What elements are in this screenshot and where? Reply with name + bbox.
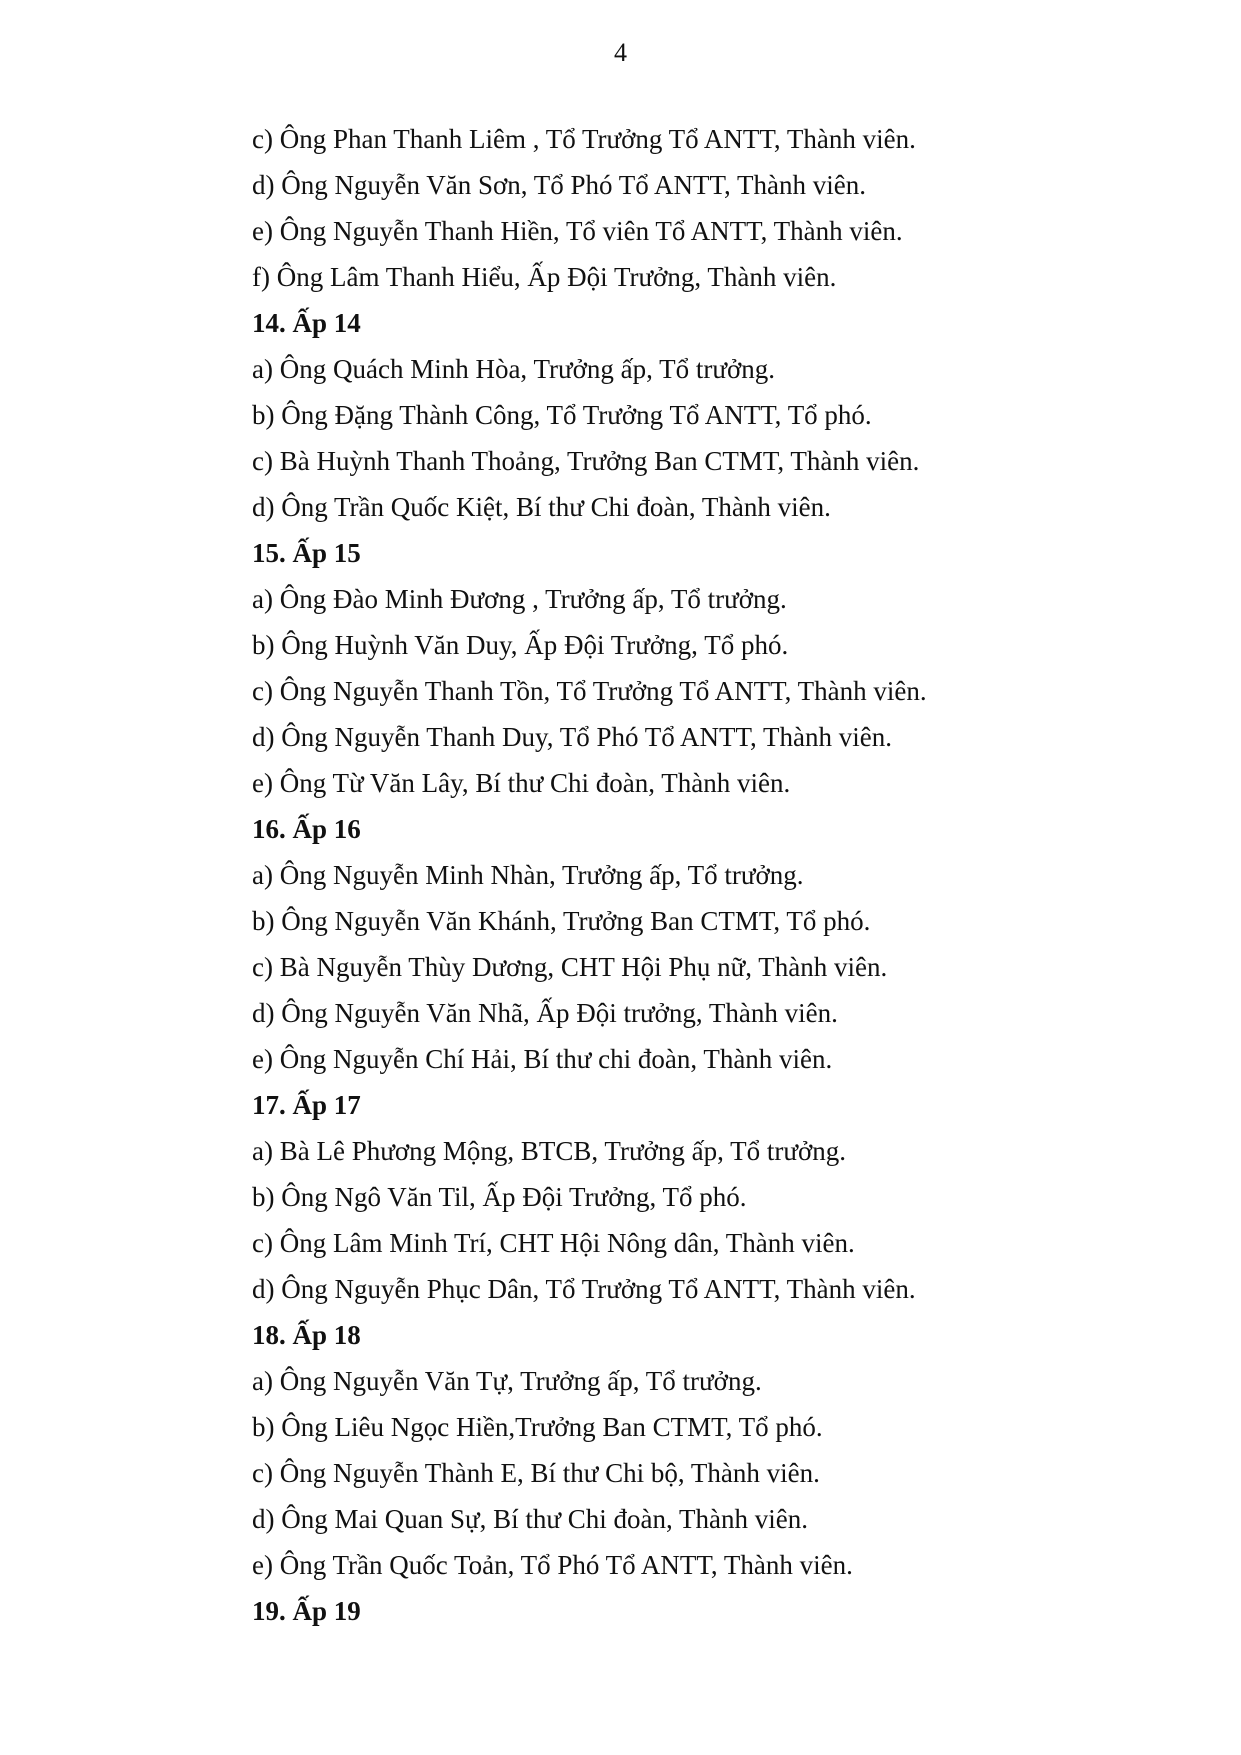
- list-item: c) Bà Huỳnh Thanh Thoảng, Trưởng Ban CTMT, Thành viên.: [252, 446, 920, 476]
- page-number: 4: [614, 38, 627, 67]
- section-heading: 18. Ấp 18: [252, 1320, 361, 1350]
- list-item: d) Ông Trần Quốc Kiệt, Bí thư Chi đoàn, Thành viên.: [252, 492, 831, 522]
- list-item: b) Ông Liêu Ngọc Hiền,Trưởng Ban CTMT, Tổ phó.: [252, 1412, 823, 1442]
- list-item: b) Ông Huỳnh Văn Duy, Ấp Đội Trưởng, Tổ phó.: [252, 630, 789, 660]
- list-item: d) Ông Mai Quan Sự, Bí thư Chi đoàn, Thành viên.: [252, 1504, 808, 1534]
- list-item: a) Ông Nguyễn Minh Nhàn, Trưởng ấp, Tổ trưởng.: [252, 860, 804, 890]
- list-item: e) Ông Nguyễn Chí Hải, Bí thư chi đoàn, Thành viên.: [252, 1044, 833, 1074]
- list-item: e) Ông Trần Quốc Toản, Tổ Phó Tổ ANTT, Thành viên.: [252, 1550, 853, 1580]
- list-item: a) Ông Đào Minh Đương , Trưởng ấp, Tổ trưởng.: [252, 584, 787, 614]
- list-item: b) Ông Ngô Văn Til, Ấp Đội Trưởng, Tổ phó.: [252, 1182, 747, 1212]
- list-item: a) Bà Lê Phương Mộng, BTCB, Trưởng ấp, Tổ trưởng.: [252, 1136, 846, 1166]
- list-item: b) Ông Đặng Thành Công, Tổ Trưởng Tổ ANTT, Tổ phó.: [252, 400, 872, 430]
- section-heading: 14. Ấp 14: [252, 308, 361, 338]
- section-heading: 17. Ấp 17: [252, 1090, 361, 1120]
- list-item: c) Ông Nguyễn Thanh Tồn, Tổ Trưởng Tổ ANTT, Thành viên.: [252, 676, 927, 706]
- section-heading: 15. Ấp 15: [252, 538, 361, 568]
- section-heading: 16. Ấp 16: [252, 814, 361, 844]
- list-item: a) Ông Quách Minh Hòa, Trưởng ấp, Tổ trưởng.: [252, 354, 776, 384]
- list-item: e) Ông Nguyễn Thanh Hiền, Tổ viên Tổ ANTT, Thành viên.: [252, 216, 903, 246]
- list-item: b) Ông Nguyễn Văn Khánh, Trưởng Ban CTMT, Tổ phó.: [252, 906, 871, 936]
- list-item: e) Ông Từ Văn Lây, Bí thư Chi đoàn, Thành viên.: [252, 768, 791, 798]
- list-item: c) Ông Nguyễn Thành E, Bí thư Chi bộ, Thành viên.: [252, 1458, 820, 1488]
- list-item: f) Ông Lâm Thanh Hiểu, Ấp Đội Trưởng, Thành viên.: [252, 262, 837, 292]
- list-item: d) Ông Nguyễn Phục Dân, Tổ Trưởng Tổ ANTT, Thành viên.: [252, 1274, 916, 1304]
- list-item: d) Ông Nguyễn Thanh Duy, Tổ Phó Tổ ANTT, Thành viên.: [252, 722, 892, 752]
- list-item: c) Ông Lâm Minh Trí, CHT Hội Nông dân, Thành viên.: [252, 1228, 855, 1258]
- document-body: [252, 116, 1152, 1634]
- list-item: d) Ông Nguyễn Văn Sơn, Tổ Phó Tổ ANTT, Thành viên.: [252, 170, 866, 200]
- section-heading: 19. Ấp 19: [252, 1596, 361, 1626]
- list-item: c) Ông Phan Thanh Liêm , Tổ Trưởng Tổ ANTT, Thành viên.: [252, 124, 916, 154]
- list-item: a) Ông Nguyễn Văn Tự, Trưởng ấp, Tổ trưởng.: [252, 1366, 762, 1396]
- list-item: d) Ông Nguyễn Văn Nhã, Ấp Đội trưởng, Thành viên.: [252, 998, 838, 1028]
- list-item: c) Bà Nguyễn Thùy Dương, CHT Hội Phụ nữ, Thành viên.: [252, 952, 888, 982]
